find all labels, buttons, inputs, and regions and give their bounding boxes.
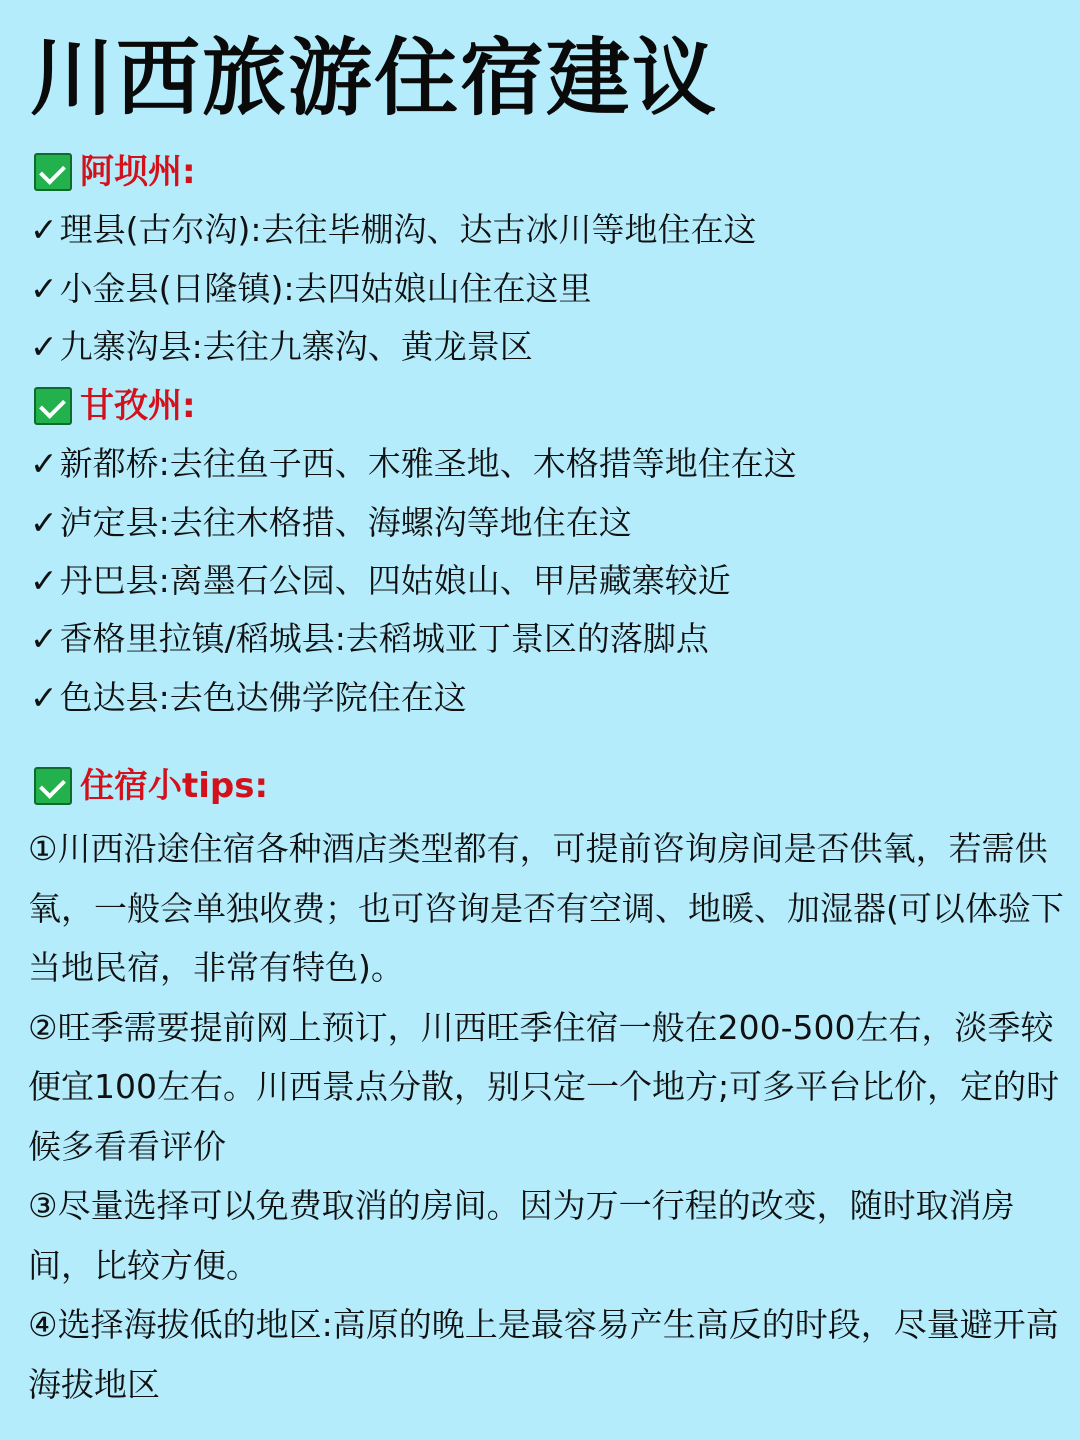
- checkbox-icon: [34, 153, 72, 191]
- check-mark-icon: ✓: [30, 619, 58, 658]
- list-item: [30, 205, 757, 255]
- tip-paragraph: ①川西沿途住宿各种酒店类型都有，可提前咨询房间是否供氧，若需供氧，一般会单独收费；也可咨询是否有空调、地暖、加湿器(可以体验下当地民宿，非常有特色)。: [28, 829, 1064, 987]
- list-item: [30, 264, 592, 314]
- check-mark-icon: ✓: [30, 503, 58, 542]
- tip-paragraph: ④选择海拔低的地区:高原的晚上是最容易产生高反的时段，尽量避开高海拔地区: [28, 1305, 1059, 1404]
- list-item-text: 理县(古尔沟):去往毕棚沟、达古冰川等地住在这: [59, 210, 757, 249]
- check-mark-icon: ✓: [30, 444, 58, 483]
- section-label: 住宿小tips:: [80, 766, 269, 806]
- section-heading-ganzi: [34, 384, 196, 428]
- check-mark-icon: ✓: [30, 269, 58, 308]
- list-item: [30, 673, 467, 723]
- list-item-text: 泸定县:去往木格措、海螺沟等地住在这: [59, 503, 632, 542]
- section-heading-aba: [34, 150, 196, 194]
- check-mark-icon: ✓: [30, 561, 58, 600]
- list-item: [30, 498, 632, 548]
- list-item: [30, 556, 731, 606]
- list-item: [30, 439, 797, 489]
- list-item-text: 小金县(日隆镇):去四姑娘山住在这里: [59, 269, 592, 308]
- check-mark-icon: ✓: [30, 327, 58, 366]
- tips-list: [28, 819, 1068, 1414]
- tip-paragraph: ③尽量选择可以免费取消的房间。因为万一行程的改变，随时取消房间，比较方便。: [28, 1186, 1015, 1285]
- section-label: 阿坝州:: [80, 152, 196, 192]
- list-item: [30, 322, 533, 372]
- section-label: 甘孜州:: [80, 386, 196, 426]
- checkbox-icon: [34, 387, 72, 425]
- list-item-text: 香格里拉镇/稻城县:去稻城亚丁景区的落脚点: [59, 619, 709, 658]
- list-item-text: 新都桥:去往鱼子西、木雅圣地、木格措等地住在这: [59, 444, 797, 483]
- checkbox-icon: [34, 767, 72, 805]
- section-heading-tips: [34, 764, 268, 808]
- list-item-text: 九寨沟县:去往九寨沟、黄龙景区: [59, 327, 533, 366]
- tip-paragraph: ②旺季需要提前网上预订，川西旺季住宿一般在200-500左右，淡季较便宜100左右。川西景点分散，别只定一个地方;可多平台比价，定的时候多看看评价: [28, 1007, 1060, 1166]
- check-mark-icon: ✓: [30, 210, 58, 249]
- check-mark-icon: ✓: [30, 678, 58, 717]
- list-item: [30, 614, 709, 664]
- list-item-text: 丹巴县:离墨石公园、四姑娘山、甲居藏寨较近: [59, 561, 731, 600]
- page-title: 川西旅游住宿建议: [30, 29, 719, 127]
- list-item-text: 色达县:去色达佛学院住在这: [59, 678, 467, 717]
